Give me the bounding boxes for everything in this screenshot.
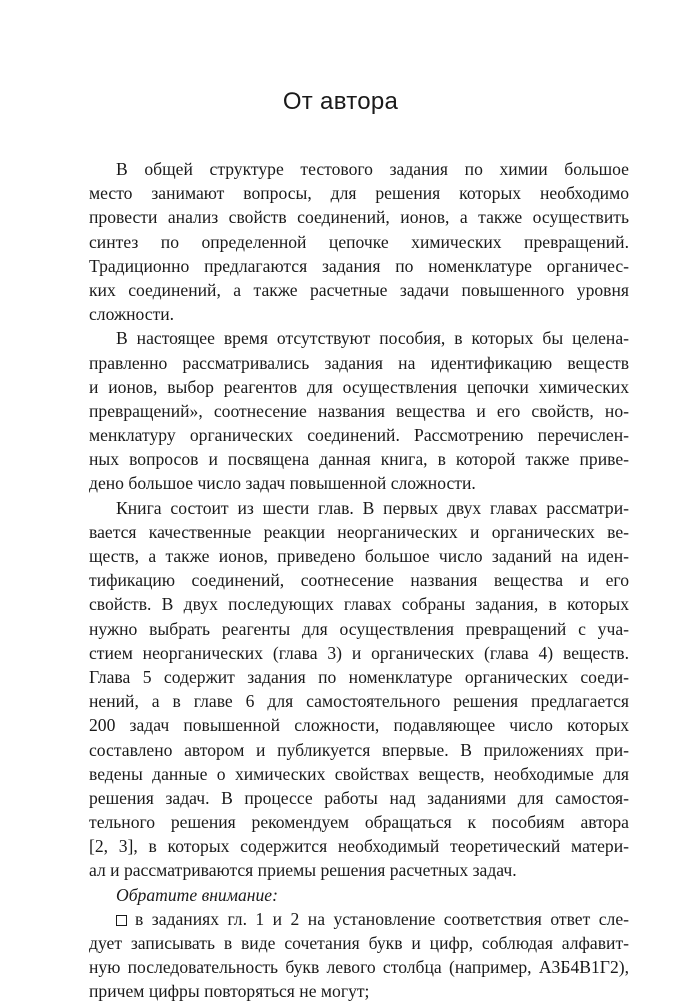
checkbox-square-icon (116, 915, 127, 926)
body-text (89, 157, 629, 1004)
text-line: Глава 5 содержит задания по номенклатуре органических соеди- (89, 666, 629, 687)
text-line: дует записывать в виде сочетания букв и цифр, соблюдая алфавит- (89, 933, 629, 953)
text-line: В настоящее время отсутствуют пособия, в которых бы целена- (116, 328, 629, 349)
text-line: решения задач. В процессе работы над заданиями для самостоя- (89, 787, 629, 808)
text-line: и ионов, выбор реагентов для осуществления цепочки химических (89, 376, 629, 397)
text-line: Книга состоит из шести глав. В первых двух главах рассматри- (116, 497, 629, 518)
text-line: 200 задач повышенной сложности, подавляющее число которых (89, 715, 629, 736)
text-line: место занимают вопросы, для решения которых необходимо (89, 183, 629, 204)
page-title: От автора (282, 88, 399, 115)
text-line: сложности. (89, 304, 175, 325)
note-heading: Обратите внимание: (116, 884, 278, 905)
text-line: ал и рассматриваются приемы решения расчетных задач. (89, 860, 517, 881)
text-line: ных вопросов и посвящена данная книга, в которой также приве- (89, 449, 629, 470)
text-line: Традиционно предлагаются задания по номенклатуре органичес- (89, 255, 629, 276)
bullet-line (89, 907, 629, 931)
text-line: синтез по определенной цепочке химических превращений. (89, 231, 629, 252)
text-line: свойств. В двух последующих главах собраны задания, в которых (89, 594, 629, 615)
text-line: тификацию соединений, соотнесение названия вещества и его (89, 570, 629, 591)
text-line: провести анализ свойств соединений, ионов, а также осуществить (89, 207, 629, 228)
text-line: ведены данные о химических свойствах веществ, необходимые для (89, 763, 629, 784)
text-line: ществ, а также ионов, приведено большое число заданий на иден- (89, 546, 629, 566)
bullet-text: в заданиях гл. 1 и 2 на установление соответствия ответ сле- (135, 908, 629, 929)
text-line: ную последовательность букв левого столбца (например, А3Б4В1Г2), (89, 957, 629, 978)
text-line: нений, а в главе 6 для самостоятельного решения предлагается (89, 691, 629, 712)
text-line: менклатуру органических соединений. Рассмотрению перечислен- (89, 425, 629, 446)
text-line: превращений», соотнесение названия вещества и его свойств, но- (89, 400, 629, 421)
text-line: правленно рассматривались задания на идентификацию веществ (89, 352, 629, 373)
text-line: ких соединений, а также расчетные задачи повышенного уровня (89, 279, 629, 300)
text-line: вается качественные реакции неорганических и органических ве- (89, 521, 629, 542)
text-line: составлено автором и публикуется впервые. В приложениях при- (89, 739, 629, 760)
text-line: тельного решения рекомендуем обращаться к пособиям автора (89, 812, 629, 833)
text-line: В общей структуре тестового задания по химии большое (116, 159, 629, 179)
text-line: стием неорганических (глава 3) и органических (глава 4) веществ. (89, 642, 629, 663)
text-line: дено большое число задач повышенной сложности. (89, 473, 476, 494)
text-line: причем цифры повторяться не могут; (89, 981, 370, 1002)
text-line: нужно выбрать реагенты для осуществления превращений с уча- (89, 618, 629, 639)
text-line: [2, 3], в которых содержится необходимый теоретический матери- (89, 836, 629, 857)
